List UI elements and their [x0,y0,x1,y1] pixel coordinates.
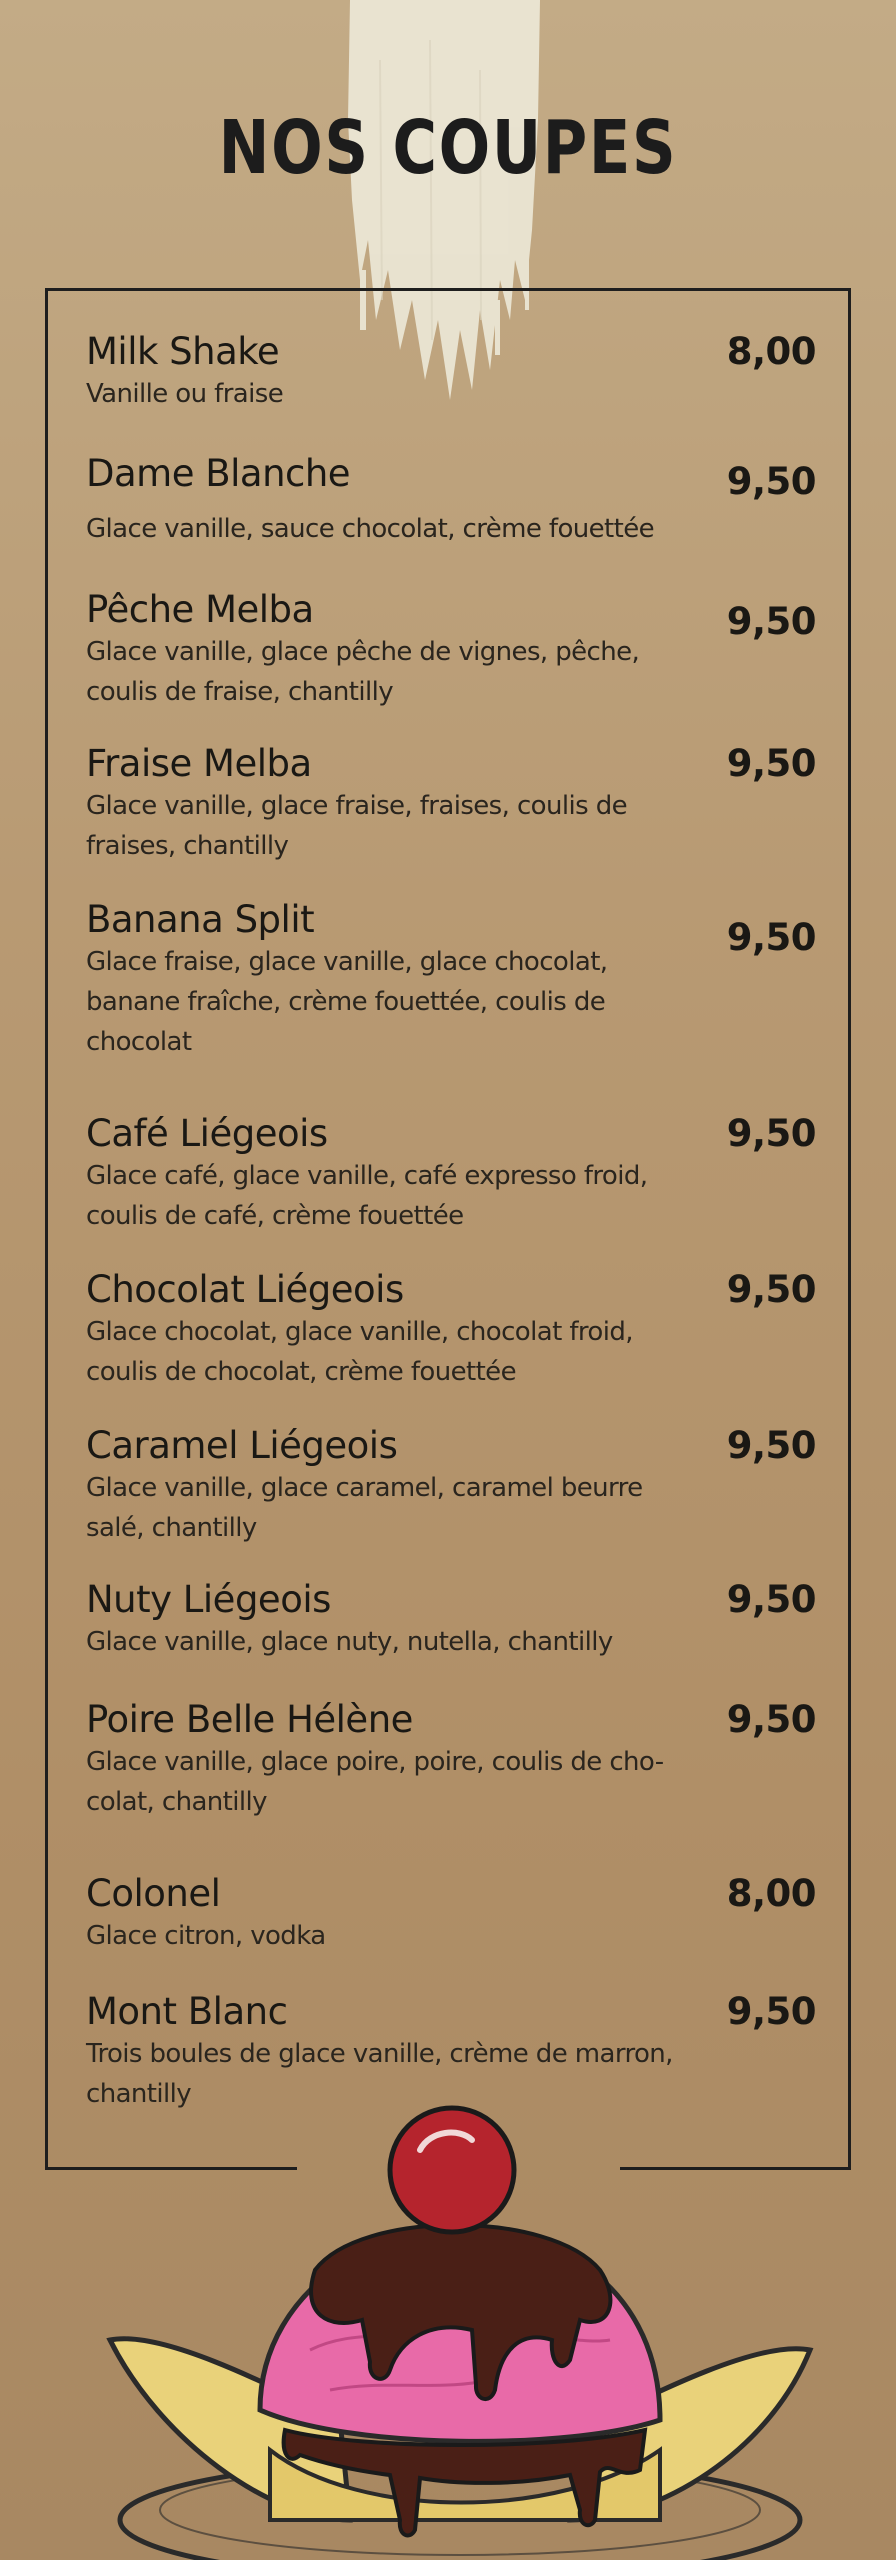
item-description: Glace vanille, glace caramel, caramel beurre salé, chantilly [86,1473,643,1543]
item-price: 8,00 [726,330,816,373]
menu-item-peche-melba [86,588,816,712]
item-price: 9,50 [726,742,816,785]
item-price: 8,00 [726,1872,816,1915]
item-description: Glace vanille, sauce chocolat, crème fouettée [86,514,655,544]
menu-item-cafe-liegeois [86,1112,816,1236]
item-description: Glace vanille, glace poire, poire, coulis de cho-colat, chantilly [86,1747,664,1817]
item-description: Vanille ou fraise [86,379,284,409]
item-name: Banana Split [86,898,315,941]
item-price: 9,50 [726,916,816,959]
item-name: Colonel [86,1872,221,1915]
page-title: NOS COUPES [218,105,678,191]
item-name: Chocolat Liégeois [86,1268,404,1311]
item-name: Pêche Melba [86,588,314,631]
banana-split-illustration [100,2100,820,2560]
item-description: Glace café, glace vanille, café expresso froid, coulis de café, crème fouettée [86,1161,648,1231]
item-description: Glace vanille, glace fraise, fraises, coulis de fraises, chantilly [86,791,627,861]
item-name: Dame Blanche [86,452,351,495]
item-price: 9,50 [726,1424,816,1467]
menu-item-caramel-liegeois [86,1424,816,1548]
item-name: Milk Shake [86,330,280,373]
item-price: 9,50 [726,1578,816,1621]
item-description: Glace vanille, glace pêche de vignes, pêche, coulis de fraise, chantilly [86,637,640,707]
item-name: Mont Blanc [86,1990,288,2033]
item-name: Caramel Liégeois [86,1424,398,1467]
menu-item-dame-blanche [86,452,816,558]
menu-item-fraise-melba [86,742,816,866]
item-price: 9,50 [726,600,816,643]
item-price: 9,50 [726,1698,816,1741]
menu-item-mont-blanc [86,1990,816,2114]
item-description: Glace citron, vodka [86,1921,326,1951]
item-description: Glace chocolat, glace vanille, chocolat froid, coulis de chocolat, crème fouettée [86,1317,633,1387]
item-name: Fraise Melba [86,742,312,785]
item-description: Glace vanille, glace nuty, nutella, chantilly [86,1627,613,1657]
menu-item-nuty-liegeois [86,1578,816,1662]
item-name: Poire Belle Hélène [86,1698,413,1741]
item-name: Nuty Liégeois [86,1578,331,1621]
item-price: 9,50 [726,460,816,503]
item-price: 9,50 [726,1112,816,1155]
item-description: Glace fraise, glace vanille, glace chocolat, banane fraîche, crème fouettée, coulis de chocolat [86,947,608,1057]
menu-item-colonel [86,1872,816,1956]
item-name: Café Liégeois [86,1112,328,1155]
menu-item-milk-shake [86,330,816,414]
item-description: Trois boules de glace vanille, crème de marron, chantilly [86,2039,673,2109]
cherry-shape [390,2108,514,2232]
menu-item-banana-split [86,898,816,1062]
item-price: 9,50 [726,1268,816,1311]
menu-item-poire-belle-helene [86,1698,816,1822]
item-price: 9,50 [726,1990,816,2033]
menu-item-chocolat-liegeois [86,1268,816,1392]
